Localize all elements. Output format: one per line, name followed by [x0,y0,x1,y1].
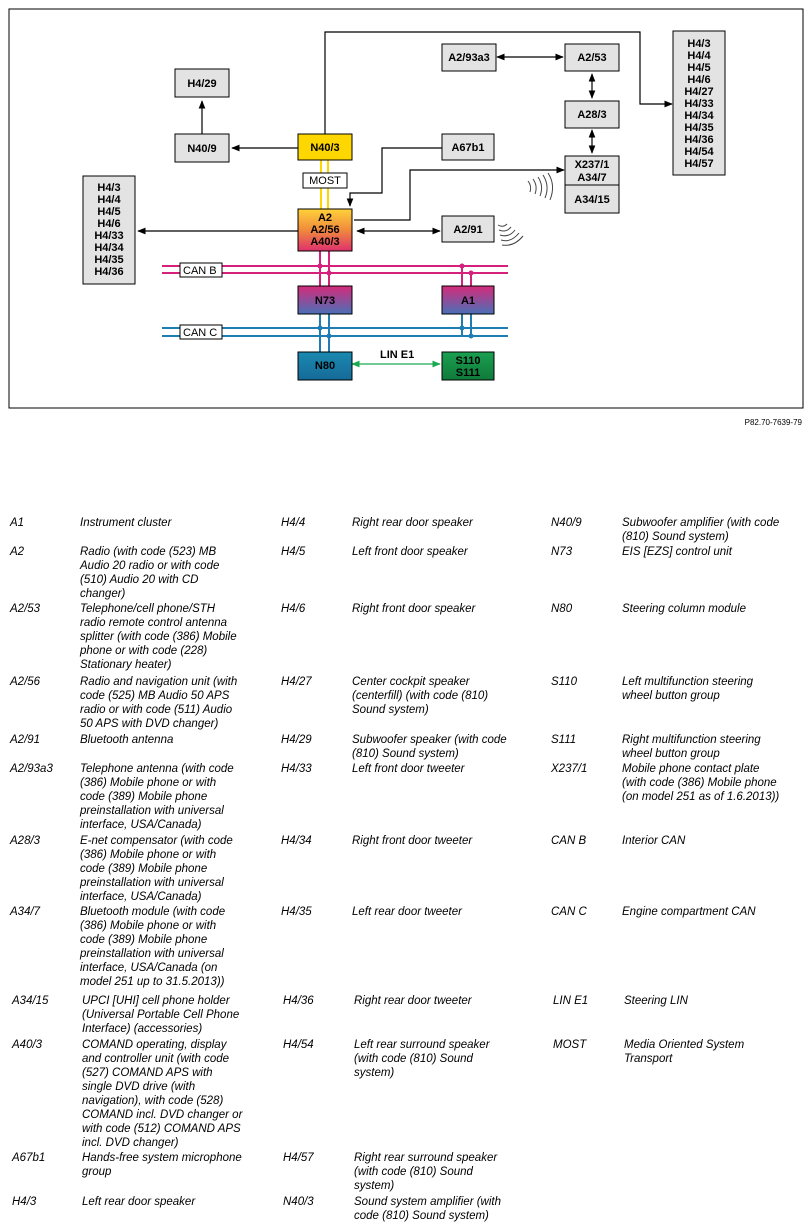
lin-e1-label: LIN E1 [380,349,415,361]
legend-code: A67b1 [12,1152,46,1164]
box-a2-53 [565,44,619,71]
legend-description: Engine compartment CAN [622,906,756,918]
svg-text:A1: A1 [460,295,476,307]
legend-description: Right front door speaker [352,603,476,615]
legend-code: H4/6 [281,603,306,615]
speaker-label: H4/34 [684,110,714,122]
legend-code: H4/33 [281,763,312,775]
legend-description: Left front door speaker [352,546,468,558]
legend-code: H4/29 [281,734,312,746]
legend-description: Right front door tweeter [352,835,473,847]
svg-text:H4/29: H4/29 [187,78,217,90]
speaker-label: H4/36 [94,266,124,278]
svg-text:A2: A2 [317,212,333,224]
legend-code: N73 [551,546,573,558]
box-most [303,173,347,188]
legend-description: Instrument cluster [80,517,172,529]
legend-code: A40/3 [12,1039,43,1051]
svg-text:A2/93a3: A2/93a3 [448,52,490,64]
box-a2-a2-56-a40-3 [298,209,352,251]
legend-code: N40/3 [283,1196,314,1208]
legend-description: Left front door tweeter [352,763,465,775]
speaker-label: H4/33 [94,230,124,242]
speaker-label: H4/27 [684,86,714,98]
legend-code: N80 [551,603,573,615]
speaker-label: H4/6 [97,218,121,230]
legend-description: Subwoofer amplifier (with code (810) Sound system) [622,517,780,543]
legend-description: Telephone/cell phone/STH radio remote control antenna splitter (with code (386) Mobile phone or with code (228) Stationary heater) [80,603,237,671]
svg-text:A40/3: A40/3 [310,236,340,248]
speaker-label: H4/5 [687,62,711,74]
speaker-label: H4/35 [684,122,714,134]
speaker-label: H4/4 [687,50,711,62]
legend-description: Steering LIN [624,995,688,1007]
speaker-label: H4/4 [97,194,121,206]
legend-description: COMAND operating, display and controller unit (with code (527) COMAND APS with single DVD drive (with navigation), with code (528) COMAND incl. DVD changer or with code (512) COMAND APS incl. DVD changer) [82,1039,243,1149]
svg-text:A2/91: A2/91 [453,224,483,236]
legend-description: Right rear door speaker [352,517,473,529]
svg-text:A34/15: A34/15 [574,194,610,206]
svg-text:N80: N80 [314,360,336,372]
network-diagram [0,0,812,440]
box-n73 [298,286,352,314]
legend-code: A2/93a3 [10,763,53,775]
can-b-label [180,263,222,277]
svg-text:MOST: MOST [309,175,341,187]
legend-description: UPCI [UHI] cell phone holder (Universal Portable Cell Phone Interface) (accessories) [82,995,240,1035]
legend-description: Interior CAN [622,835,686,847]
box-a34-15 [565,185,619,213]
legend-description: Subwoofer speaker (with code (810) Sound system) [352,734,507,760]
speaker-label: H4/34 [94,242,124,254]
legend-description: Right rear surround speaker (with code (810) Sound system) [354,1152,498,1192]
legend-code: CAN C [551,906,587,918]
speaker-label: H4/57 [684,158,714,170]
legend-description: E-net compensator (with code (386) Mobile phone or with code (389) Mobile phone preinstallation with universal interface, USA/Canada) [80,835,233,903]
legend-code: S111 [551,734,577,746]
legend-code: A2/56 [10,676,41,688]
legend-description: Bluetooth module (with code (386) Mobile phone or with code (389) Mobile phone preinstallation with universal interface, USA/Canada (on model 251 up to 31.5.2013)) [80,906,226,988]
legend-code: A34/7 [10,906,41,918]
svg-text:X237/1: X237/1 [574,159,610,171]
legend-description: Radio (with code (523) MB Audio 20 radio or with code (510) Audio 20 with CD changer) [80,546,220,600]
box-s110-s111 [442,352,494,380]
legend-code: H4/27 [281,676,312,688]
speaker-label: H4/36 [684,134,714,146]
legend-description: Left rear surround speaker (with code (810) Sound system) [354,1039,490,1079]
legend-code: N40/9 [551,517,582,529]
legend-code: H4/36 [283,995,314,1007]
box-a2-91 [442,216,494,242]
svg-text:A28/3: A28/3 [577,109,607,121]
legend-description: Sound system amplifier (with code (810) Sound system) [354,1196,501,1222]
svg-text:A67b1: A67b1 [451,142,485,154]
legend-code: A2/53 [10,603,41,615]
svg-text:CAN C: CAN C [183,327,218,339]
legend-code: H4/3 [12,1196,37,1208]
legend-code: H4/34 [281,835,312,847]
speaker-label: H4/6 [687,74,711,86]
box-h4-29 [175,69,229,97]
legend-code: LIN E1 [553,995,589,1007]
legend-description: Right multifunction steering wheel button group [622,734,761,760]
legend-description: Left rear door tweeter [352,906,462,918]
legend-code: X237/1 [551,763,588,775]
legend-code: H4/5 [281,546,306,558]
legend-code: H4/35 [281,906,312,918]
legend-code: H4/54 [283,1039,314,1051]
legend-code: CAN B [551,835,587,847]
svg-text:CAN B: CAN B [183,265,217,277]
legend-description: Right rear door tweeter [354,995,472,1007]
legend-description: Telephone antenna (with code (386) Mobile phone or with code (389) Mobile phone preinstallation with universal interface, USA/Canada) [80,763,234,831]
box-a2-93a3 [442,44,496,71]
svg-text:S110: S110 [455,355,481,367]
svg-text:A2/56: A2/56 [310,224,340,236]
svg-text:A34/7: A34/7 [577,172,607,184]
speaker-label: H4/5 [97,206,121,218]
legend-code: A2 [10,546,25,558]
legend-code: H4/57 [283,1152,314,1164]
legend-description: Radio and navigation unit (with code (525) MB Audio 50 APS radio or with code (511) Audio 50 APS with DVD changer) [80,676,238,730]
svg-text:N40/9: N40/9 [187,143,217,155]
legend-code: A2/91 [10,734,41,746]
legend-code: S110 [551,676,578,688]
speaker-label: H4/54 [684,146,714,158]
legend-description: Bluetooth antenna [80,734,174,746]
speaker-label: H4/33 [684,98,714,110]
box-a1 [442,286,494,314]
legend-code: MOST [553,1039,587,1051]
legend-description: Left rear door speaker [82,1196,196,1208]
legend-description: Left multifunction steering wheel button group [622,676,754,702]
legend-description: Steering column module [622,603,747,615]
svg-text:S111: S111 [455,367,481,379]
svg-text:N73: N73 [314,295,336,307]
legend-description: EIS [EZS] control unit [622,546,732,558]
legend-description: Hands-free system microphone group [82,1152,242,1178]
legend-description: Center cockpit speaker (centerfill) (with code (810) Sound system) [352,676,489,716]
legend-code: A34/15 [12,995,49,1007]
box-n40-9 [175,134,229,162]
box-a67b1 [442,134,494,160]
speaker-label: H4/35 [94,254,124,266]
box-x237-1-a34-7 [565,156,619,185]
svg-text:A2/53: A2/53 [577,52,607,64]
box-a28-3 [565,101,619,128]
legend-description: Mobile phone contact plate (with code (386) Mobile phone (on model 251 as of 1.6.2013)) [622,763,780,803]
legend-code: H4/4 [281,517,306,529]
legend-code: A1 [10,517,25,529]
svg-text:N40/3: N40/3 [310,142,340,154]
box-n40-3 [298,134,352,160]
legend-code: A28/3 [10,835,41,847]
speaker-label: H4/3 [97,182,121,194]
box-n80 [298,352,352,380]
reference-number: P82.70-7639-79 [744,418,802,427]
speaker-label: H4/3 [687,38,711,50]
box-left-speakers [83,176,135,284]
box-right-speakers [673,31,725,175]
can-c-label [180,325,222,339]
legend-description: Media Oriented System Transport [624,1039,745,1065]
